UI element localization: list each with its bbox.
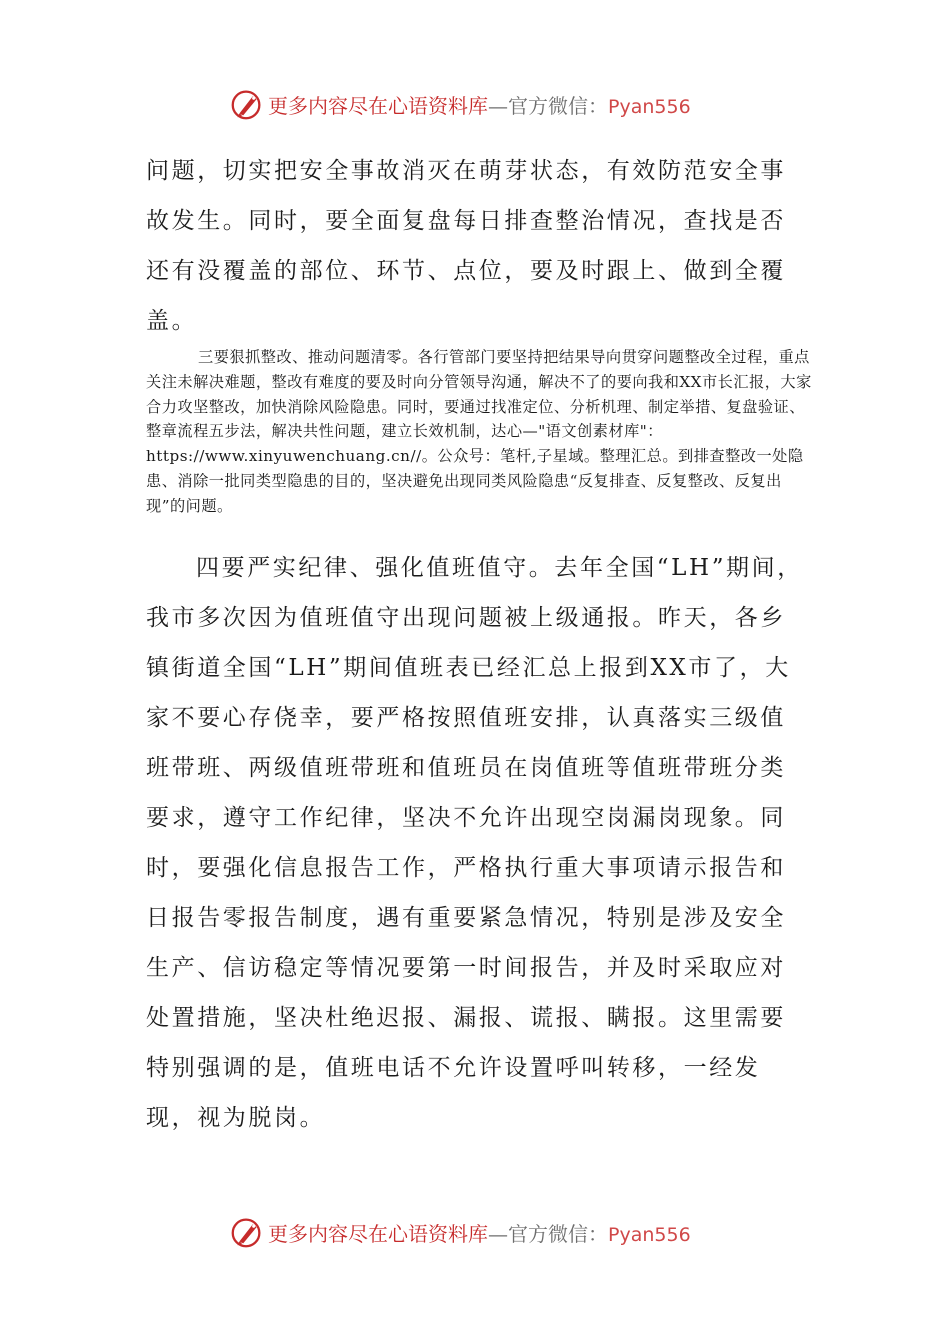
banner-official-text: 官方微信： bbox=[508, 93, 608, 118]
footer-banner bbox=[228, 1212, 691, 1252]
pen-nib-logo-icon bbox=[228, 1213, 266, 1251]
banner-main-text: 更多内容尽在心语资料库 bbox=[268, 1221, 488, 1246]
banner-wechat-id: Pyan556 bbox=[608, 95, 691, 118]
banner-official-text: 官方微信： bbox=[508, 1221, 608, 1246]
paragraph-continuation: 问题，切实把安全事故消灭在萌芽状态，有效防范安全事故发生。同时，要全面复盘每日排查整治情况，查找是否还有没覆盖的部位、环节、点位，要及时跟上、做到全覆盖。 bbox=[146, 158, 786, 334]
banner-text bbox=[268, 90, 691, 119]
paragraph-three: 三要狠抓整改、推动问题清零。各行管部门要坚持把结果导向贯穿问题整改全过程，重点关注未解决难题，整改有难度的要及时向分管领导沟通，解决不了的要向我和XX市长汇报，大家合力攻坚整改，加快消除风险隐患。同时，要通过找准定位、分析机理、制定举措、复盘验证、整章流程五步法，解决共性问题，建立长效机制，达心—"语文创素材库"：https://www.xinyuwenchuang.cn//。公众号：笔杆,子星域。整理汇总。到排查整改一处隐患、消除一批同类型隐患的目的，坚决避免出现同类风险隐患“反复排查、反复整改、反复出现”的问题。 bbox=[146, 348, 812, 515]
banner-dash: — bbox=[488, 93, 508, 118]
header-banner bbox=[228, 84, 691, 124]
banner-dash: — bbox=[488, 1221, 508, 1246]
banner-wechat-id: Pyan556 bbox=[608, 1223, 691, 1246]
pen-nib-logo-icon bbox=[228, 85, 266, 123]
paragraph-four: 四要严实纪律、强化值班值守。去年全国“LH”期间，我市多次因为值班值守出现问题被上级通报。昨天，各乡镇街道全国“LH”期间值班表已经汇总上报到XX市了，大家不要心存侥幸，要严格按照值班安排，认真落实三级值班带班、两级值班带班和值班员在岗值班等值班带班分类要求，遵守工作纪律，坚决不允许出现空岗漏岗现象。同时，要强化信息报告工作，严格执行重大事项请示报告和日报告零报告制度，遇有重要紧急情况，特别是涉及安全生产、信访稳定等情况要第一时间报告，并及时采取应对处置措施，坚决杜绝迟报、漏报、谎报、瞒报。这里需要特别强调的是，值班电话不允许设置呼叫转移，一经发现，视为脱岗。 bbox=[146, 555, 803, 1131]
banner-text bbox=[268, 1218, 691, 1247]
banner-main-text: 更多内容尽在心语资料库 bbox=[268, 93, 488, 118]
